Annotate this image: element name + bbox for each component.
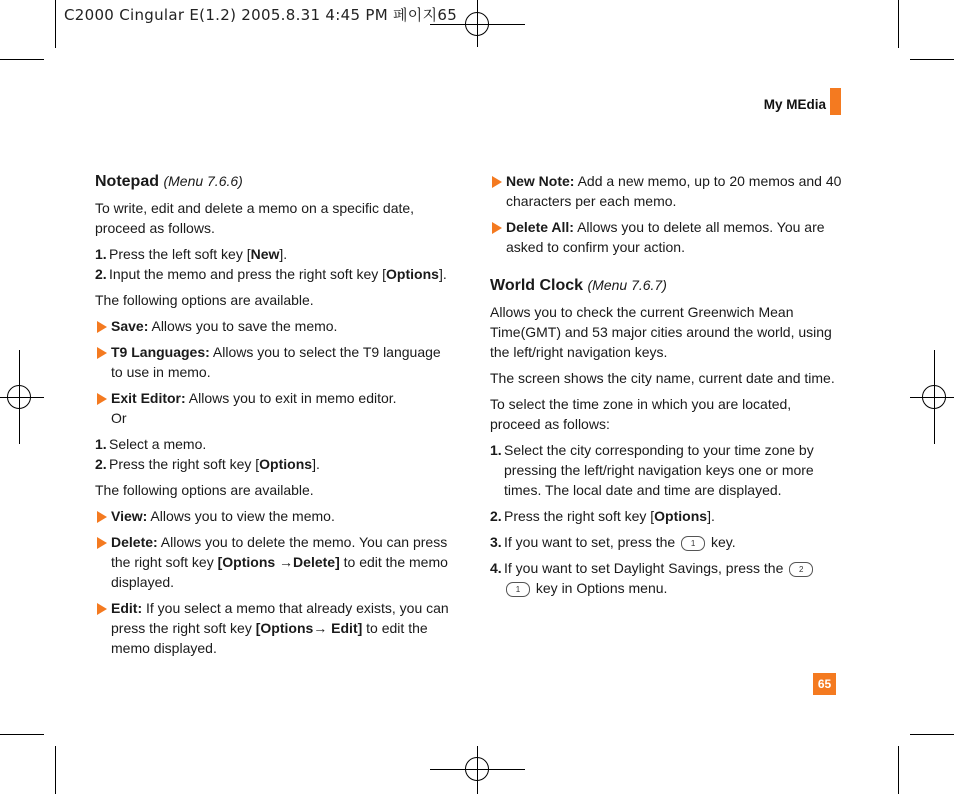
option-exit-editor: Exit Editor: Allows you to exit in memo editor. Or [95, 388, 449, 428]
arrow-right-icon [492, 176, 502, 188]
step-item: 2. Press the right soft key [Options]. [95, 456, 320, 472]
option-view: View: Allows you to view the memo. [95, 506, 449, 526]
chapter-tab-marker [830, 88, 841, 115]
step-item: 2. Input the memo and press the right soft key [Options]. [95, 266, 447, 282]
option-new-note: New Note: Add a new memo, up to 20 memos and 40 characters per each memo. [490, 171, 842, 211]
section-heading-notepad: Notepad (Menu 7.6.6) [95, 173, 243, 190]
arrow-right-icon [97, 537, 107, 549]
options-intro: The following options are available. [95, 292, 314, 308]
arrow-right-icon [97, 321, 107, 333]
page-number: 65 [813, 673, 836, 695]
key-1-icon: 1 [681, 536, 705, 551]
arrow-right-icon [97, 393, 107, 405]
key-1-icon: 1 [506, 582, 530, 597]
world-clock-p2: The screen shows the city name, current date and time. [490, 370, 835, 386]
option-save: Save: Allows you to save the memo. [95, 316, 449, 336]
chapter-title: My MEdia [763, 97, 826, 112]
step-item: 1. Select the city corresponding to your time zone by pressing the left/right navigation keys one or more times. The local date and time are displayed. [490, 442, 814, 498]
section-heading-world-clock: World Clock (Menu 7.6.7) [490, 277, 667, 294]
arrow-right-icon [97, 347, 107, 359]
step-item: 3. If you want to set, press the 1 key. [490, 534, 736, 550]
step-item: 1. Press the left soft key [New]. [95, 246, 288, 262]
key-2-icon: 2 [789, 562, 813, 577]
right-column [490, 171, 842, 598]
arrow-right-icon [97, 511, 107, 523]
step-item: 1. Select a memo. [95, 436, 207, 452]
option-delete: Delete: Allows you to delete the memo. You can press the right soft key [Options →Delete] to edit the memo displayed. [95, 532, 449, 592]
or-text: Or [111, 410, 127, 426]
option-t9-languages: T9 Languages: Allows you to select the T9 language to use in memo. [95, 342, 449, 382]
options-intro: The following options are available. [95, 482, 314, 498]
world-clock-p3: To select the time zone in which you are located, proceed as follows: [490, 396, 792, 432]
option-edit: Edit: If you select a memo that already exists, you can press the right soft key [Options→ Edit] to edit the memo displayed. [95, 598, 449, 658]
arrow-right-icon [97, 603, 107, 615]
printer-slug: C2000 Cingular E(1.2) 2005.8.31 4:45 PM 페이지65 [64, 6, 458, 24]
world-clock-p1: Allows you to check the current Greenwich Mean Time(GMT) and 53 major cities around the world, using the left/right navigation keys. [490, 304, 832, 360]
left-column [95, 171, 449, 664]
option-delete-all: Delete All: Allows you to delete all memos. You are asked to confirm your action. [490, 217, 842, 257]
notepad-intro: To write, edit and delete a memo on a specific date, proceed as follows. [95, 200, 415, 236]
step-item: 2. Press the right soft key [Options]. [490, 508, 715, 524]
arrow-right-icon [492, 222, 502, 234]
step-item: 4. If you want to set Daylight Savings, press the 2 1 key in Options menu. [490, 558, 842, 598]
